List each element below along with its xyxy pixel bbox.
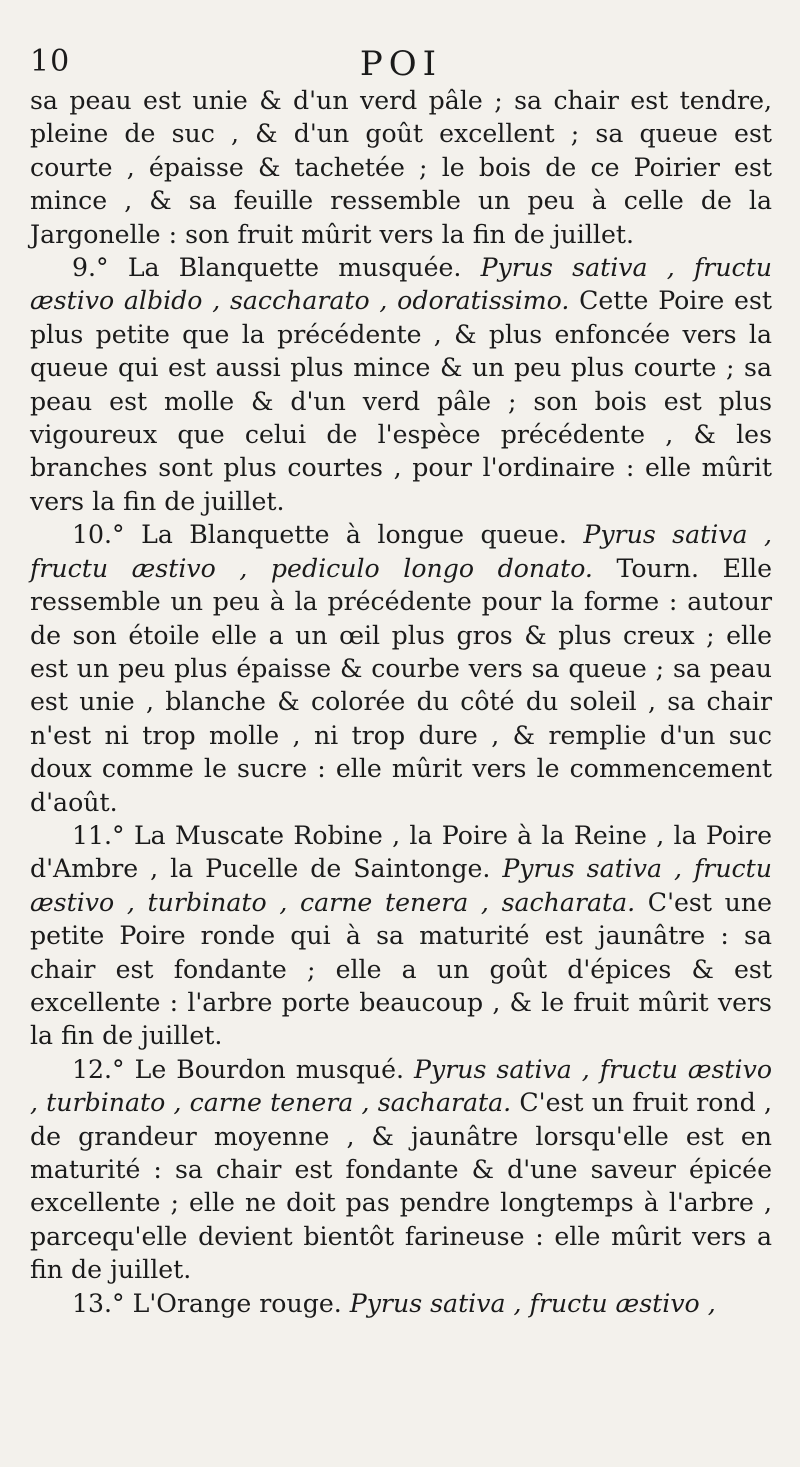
running-head: POI	[359, 44, 443, 84]
entry-12	[30, 1053, 772, 1287]
latin-name: Pyrus sativa , fructu æstivo , pediculo longo donato.	[30, 520, 773, 583]
body-text	[30, 84, 772, 1320]
entry-title: 10.° La Blanquette à longue queue.	[72, 520, 584, 550]
entry-description: Cette Poire est plus petite que la précédente , & plus enfoncée vers la queue qui est aussi plus mince & un peu plus courte ; sa peau est molle & d'un verd pâle ; son bois est plus vigoureux que celui de l'espèce précédente , & les branches sont plus courtes , pour l'ordinaire : elle mûrit vers la fin de juillet.	[30, 286, 772, 516]
entry-11	[30, 819, 772, 1053]
entry-description: Tourn. Elle ressemble un peu à la précédente pour la forme : autour de son étoile elle a un œil plus gros & plus creux ; elle est un peu plus épaisse & courbe vers sa queue ; sa peau est unie , blanche & colorée du côté du soleil , sa chair n'est ni trop molle , ni trop dure , & remplie d'un suc doux comme le sucre : elle mûrit vers le commencement d'août.	[30, 553, 773, 817]
entry-description: C'est une petite Poire ronde qui à sa maturité est jaunâtre : sa chair est fondante ; elle a un goût d'épices & est excellente : l'arbre porte beaucoup , & le fruit mûrit vers la fin de juillet.	[30, 887, 772, 1051]
entry-13	[30, 1287, 772, 1320]
page-header	[30, 44, 772, 84]
entry-title: 11.° La Muscate Robine , la Poire à la Reine , la Poire d'Ambre , la Pucelle de Saintonge.	[30, 820, 772, 884]
latin-name: Pyrus sativa , fructu æstivo , turbinato , carne tenera , sacharata.	[30, 1054, 773, 1118]
entry-title: 9.° La Blanquette musquée.	[72, 253, 481, 283]
entry-title: 12.° Le Bourdon musqué.	[72, 1054, 415, 1084]
latin-name: Pyrus sativa , fructu æstivo , turbinato , carne tenera , sacharata.	[30, 854, 772, 917]
paragraph-text: sa peau est unie & d'un verd pâle ; sa chair est tendre, pleine de suc , & d'un goût excellent ; sa queue est courte , épaisse & tachetée ; le bois de ce Poirier est mince , & sa feuille ressemble un peu à celle de la Jargonelle : son fruit mûrit vers la fin de juillet.	[30, 86, 772, 249]
entry-title: 13.° L'Orange rouge.	[72, 1288, 350, 1318]
paragraph-continuation	[30, 84, 772, 251]
entry-10	[30, 518, 772, 819]
latin-name: Pyrus sativa , fructu æstivo albido , saccharato , odoratissimo.	[30, 253, 773, 316]
page-number: 10	[30, 44, 71, 79]
entry-9	[30, 251, 772, 518]
entry-description: C'est un fruit rond , de grandeur moyenne , & jaunâtre lorsqu'elle est en maturité : sa chair est fondante & d'une saveur épicée excellente ; elle ne doit pas pendre longtemps à l'arbre , parcequ'elle devient bientôt farineuse : elle mûrit vers a fin de juillet.	[30, 1088, 772, 1285]
latin-name: Pyrus sativa , fructu æstivo ,	[349, 1288, 716, 1318]
